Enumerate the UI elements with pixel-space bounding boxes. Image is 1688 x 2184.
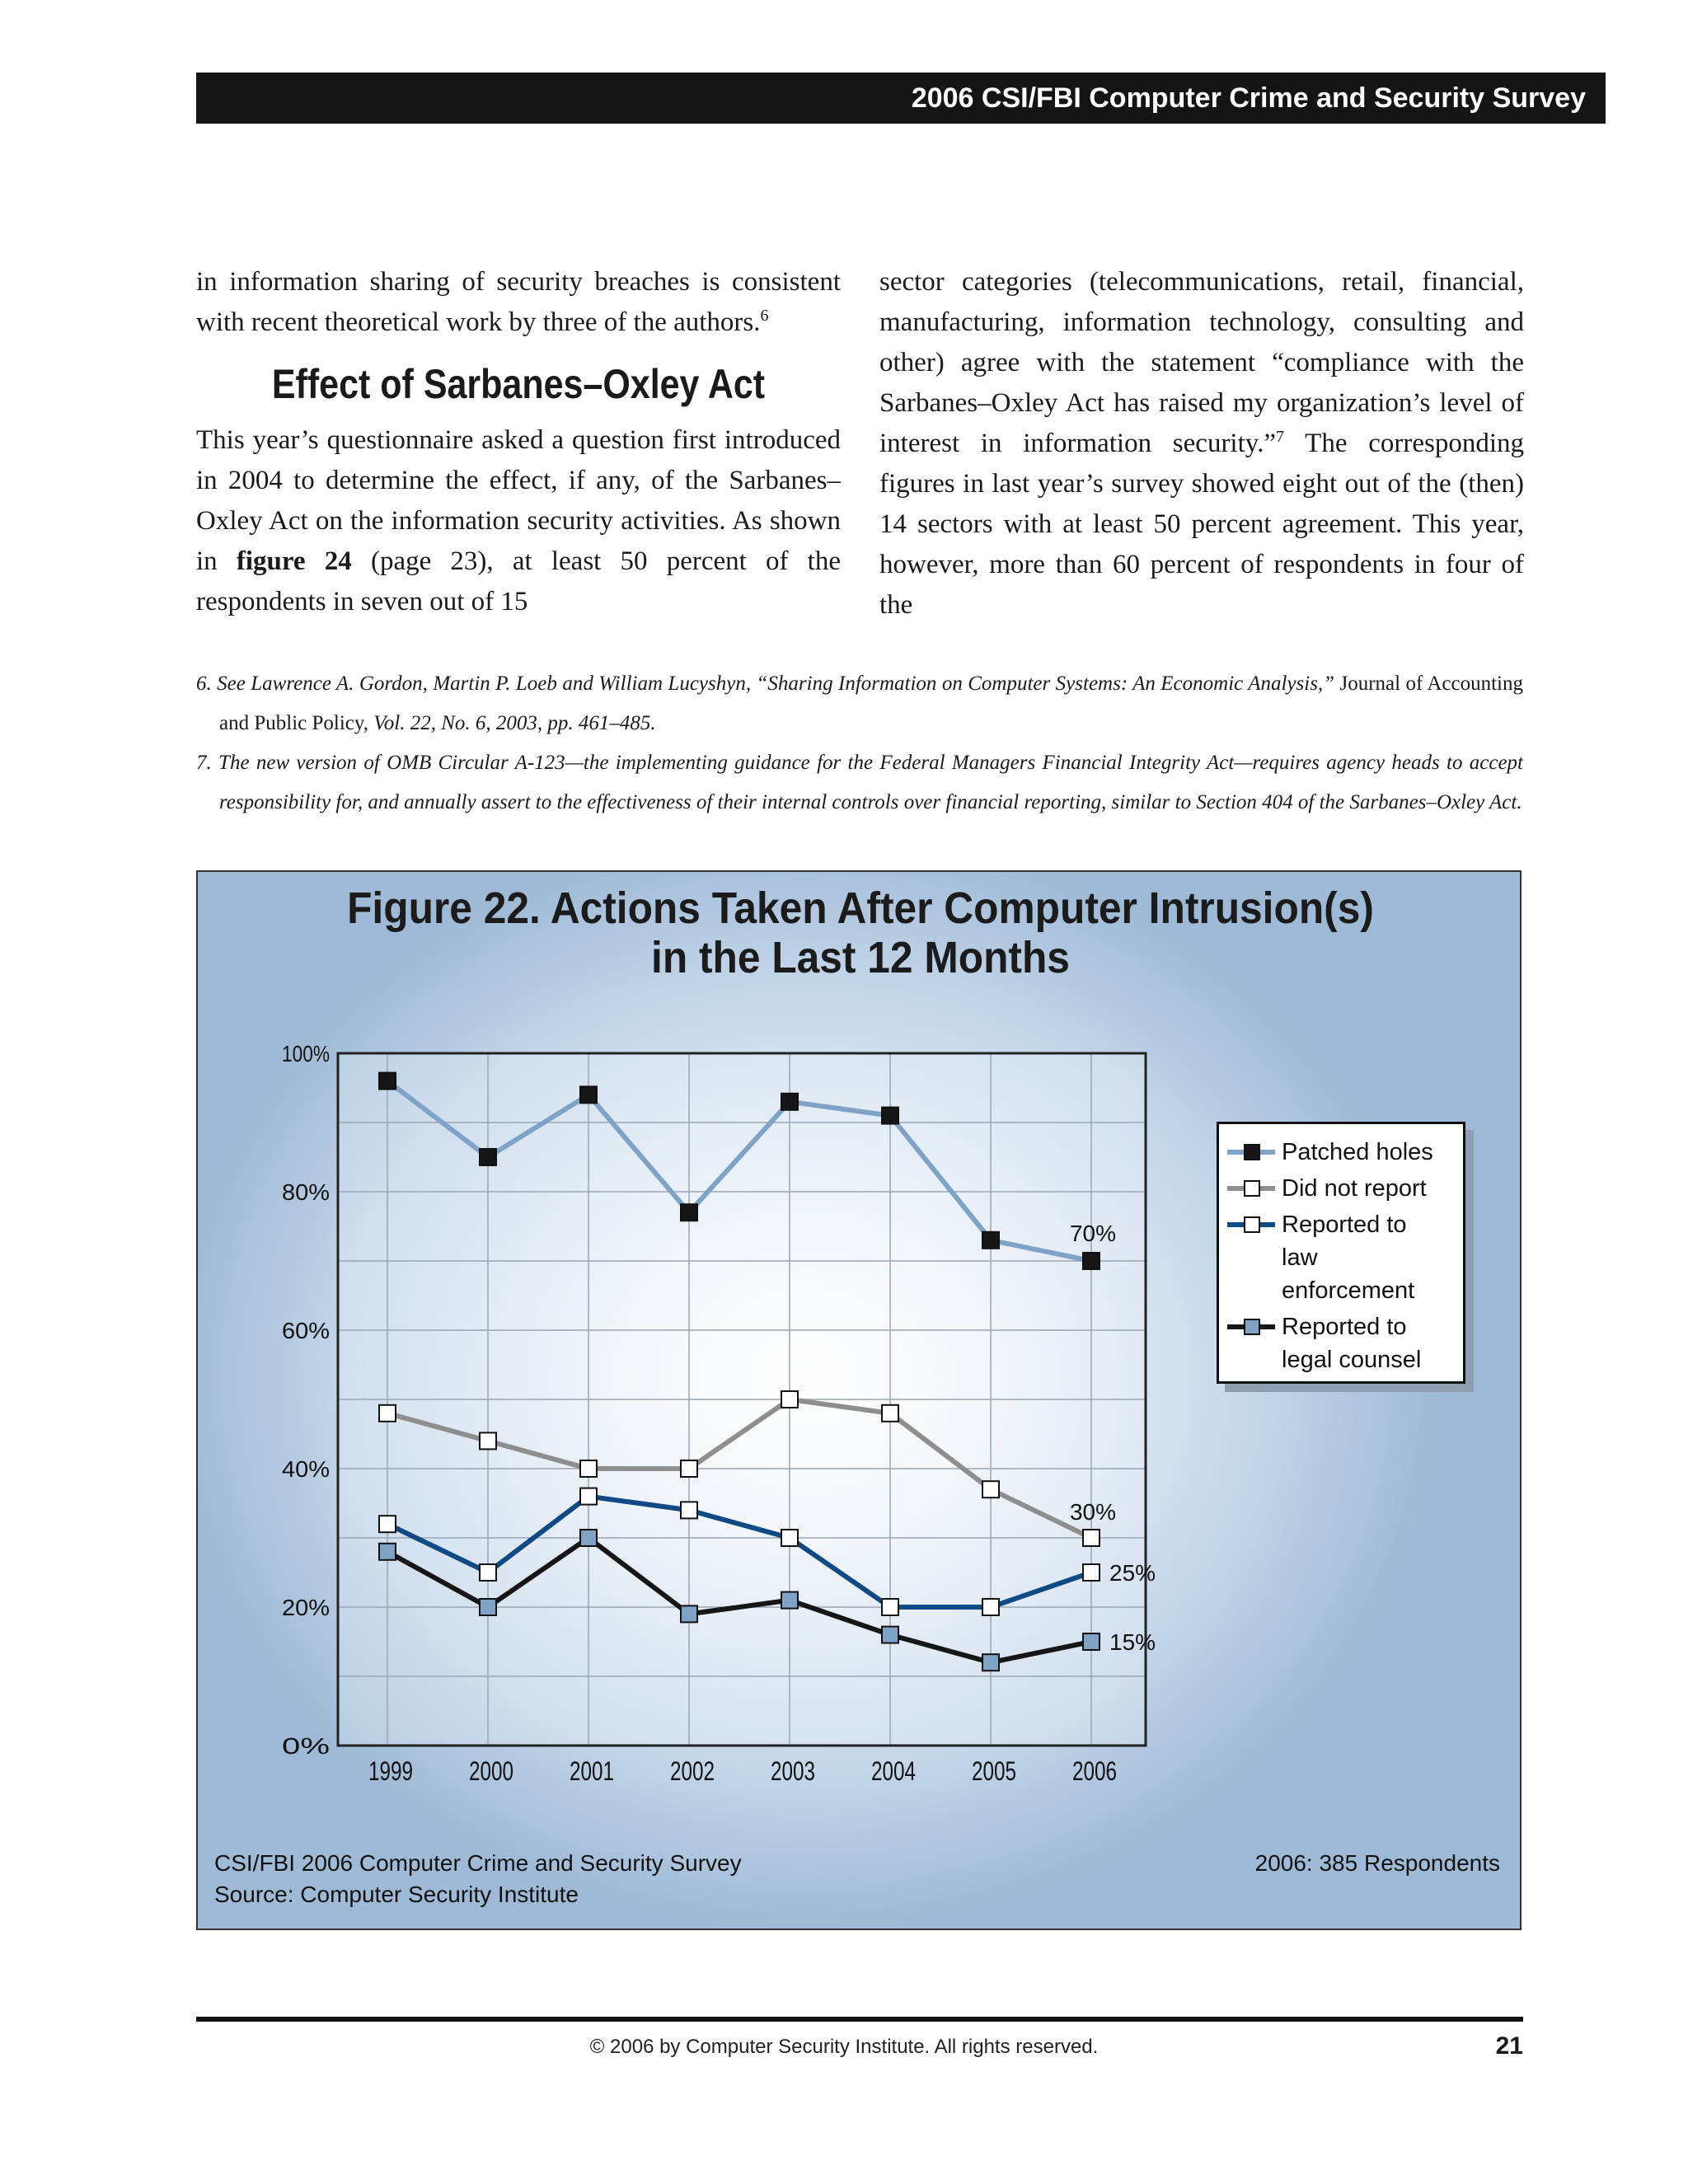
series-1-point [379, 1405, 396, 1422]
legend-marker [1244, 1216, 1260, 1233]
series-0-point [681, 1204, 697, 1221]
figure-title-line-2: in the Last 12 Months [651, 933, 1070, 982]
series-0-point [781, 1094, 798, 1110]
right-column [879, 262, 1524, 626]
legend-swatch [1227, 1310, 1282, 1343]
series-0-point [480, 1149, 496, 1165]
legend-label-line: legal counsel [1282, 1347, 1422, 1373]
series-0-point [379, 1073, 396, 1090]
line-chart [198, 872, 1520, 1929]
series-3-point [1083, 1633, 1100, 1650]
series-2-point [480, 1564, 496, 1581]
figure-source-line-1: CSI/FBI 2006 Computer Crime and Security Survey [214, 1850, 742, 1876]
x-tick-label: 2005 [972, 1756, 1016, 1786]
footnote-6-citation: Vol. 22, No. 6, 2003, pp. 461–485. [373, 712, 656, 734]
legend-swatch [1227, 1136, 1282, 1169]
series-1-point [1083, 1530, 1100, 1546]
running-header [196, 73, 1606, 124]
footnote-6-text-a: 6. See Lawrence A. Gordon, Martin P. Loeb and William Lucyshyn, “Sharing Information on Computer Systems: An Economic Analysis,” [196, 673, 1340, 695]
footnotes [196, 664, 1523, 823]
legend-item [1227, 1136, 1455, 1169]
left-paragraph-1 [196, 262, 841, 343]
footnote-ref-7: 7 [1276, 428, 1285, 446]
legend-label [1282, 1310, 1421, 1376]
series-1-point [781, 1391, 798, 1408]
end-value-label: 15% [1109, 1629, 1156, 1655]
footnote-6-journal: Journal of Accounting and Public Policy, [219, 673, 1524, 734]
legend-marker [1244, 1180, 1260, 1197]
end-value-label: 30% [1069, 1499, 1117, 1525]
footnote-6 [196, 664, 1523, 743]
x-tick-label: 2001 [570, 1756, 614, 1786]
figure-source [214, 1848, 742, 1910]
legend-label-line: Reported to [1282, 1314, 1407, 1340]
y-tick-label: 80% [282, 1179, 330, 1205]
y-tick-label: 40% [282, 1456, 330, 1482]
legend-label-line: Did not report [1282, 1175, 1427, 1202]
y-tick-label: 100% [282, 1041, 330, 1066]
series-0-point [982, 1232, 999, 1249]
series-3-point [982, 1654, 999, 1671]
legend-marker [1244, 1144, 1260, 1160]
y-tick-label: 20% [282, 1595, 330, 1620]
series-2-point [781, 1530, 798, 1546]
legend-swatch [1227, 1172, 1282, 1205]
series-1-point [882, 1405, 898, 1422]
legend-marker [1244, 1319, 1260, 1335]
legend-label [1282, 1208, 1455, 1307]
end-value-label: 70% [1069, 1221, 1117, 1246]
right-paragraph-text-b: The corresponding figures in last year’s survey showed eight out of the (then) 14 sectors with at least 50 percent agreement. This year, however, more than 60 percent of respondents in four of the [879, 429, 1524, 620]
section-heading: Effect of Sarbanes–Oxley Act [271, 361, 766, 407]
right-paragraph [879, 262, 1524, 626]
x-tick-label: 2000 [469, 1756, 513, 1786]
legend-label-line: Patched holes [1282, 1139, 1433, 1165]
x-tick-label: 2002 [670, 1756, 715, 1786]
legend-item [1227, 1172, 1455, 1205]
page-number: 21 [1495, 2032, 1523, 2060]
right-paragraph-text-a: sector categories (telecommunications, retail, financial, manufacturing, information technology, consulting and other) agree with the statement “compliance with the Sarbanes–Oxley Act has raised my organization’s level of interest in information security.” [879, 267, 1524, 458]
figure-title-line-1: Figure 22. Actions Taken After Computer Intrusion(s) [347, 883, 1374, 933]
legend-item [1227, 1310, 1455, 1376]
legend-label [1282, 1136, 1433, 1169]
series-0-point [882, 1108, 898, 1124]
series-1-point [982, 1481, 999, 1497]
legend-swatch [1227, 1208, 1282, 1241]
chart-legend [1217, 1122, 1465, 1384]
y-tick-label: 0% [282, 1733, 330, 1759]
figure-source-line-2: Source: Computer Security Institute [214, 1882, 579, 1907]
copyright-notice: © 2006 by Computer Security Institute. All rights reserved. [589, 2036, 1099, 2058]
series-3-point [379, 1544, 396, 1560]
series-3-point [781, 1592, 798, 1609]
series-0-point [580, 1086, 597, 1103]
x-tick-label: 2003 [771, 1756, 815, 1786]
left-paragraph-1-text: in information sharing of security breaches is consistent with recent theoretical work by three of the authors. [196, 267, 841, 337]
left-paragraph-2-text-b: (page 23), at least 50 percent of the respondents in seven out of 15 [196, 546, 841, 616]
figure-reference: figure 24 [236, 546, 352, 576]
x-tick-label: 2006 [1072, 1756, 1117, 1786]
legend-item [1227, 1208, 1455, 1307]
series-2-point [580, 1488, 597, 1505]
legend-label [1282, 1172, 1427, 1205]
x-tick-label: 1999 [368, 1756, 413, 1786]
left-paragraph-2-text-a: This year’s questionnaire asked a question first introduced in 2004 to determine the effect, if any, of the Sarbanes–Oxley Act on the information security activities. As shown in [196, 425, 841, 576]
series-0-point [1083, 1253, 1100, 1269]
left-column [196, 262, 841, 622]
series-2-point [882, 1599, 898, 1615]
end-value-label: 25% [1109, 1560, 1156, 1586]
respondent-count: 2006: 385 Respondents [1254, 1850, 1500, 1876]
left-paragraph-2 [196, 420, 841, 622]
series-1-point [580, 1460, 597, 1477]
series-1-point [681, 1460, 697, 1477]
series-3-point [882, 1627, 898, 1643]
footnote-ref-6: 6 [760, 307, 769, 325]
series-3-point [480, 1599, 496, 1615]
legend-label-line: law enforcement [1282, 1244, 1415, 1304]
x-tick-label: 2004 [871, 1756, 916, 1786]
series-2-point [1083, 1564, 1100, 1581]
series-2-point [379, 1516, 396, 1532]
running-header-title: 2006 CSI/FBI Computer Crime and Security Survey [911, 82, 1586, 114]
y-tick-label: 60% [282, 1318, 330, 1343]
legend-label-line: Reported to [1282, 1212, 1407, 1238]
series-2-point [982, 1599, 999, 1615]
footnote-7: 7. The new version of OMB Circular A-123—the implementing guidance for the Federal Managers Financial Integrity Act—requires agency heads to accept responsibility for, and annually assert to the effectiveness of their internal controls over financial reporting, similar to Section 404 of the Sarbanes–Oxley Act. [196, 752, 1523, 813]
series-1-point [480, 1432, 496, 1449]
series-3-point [681, 1605, 697, 1622]
series-3-point [580, 1530, 597, 1546]
series-2-point [681, 1502, 697, 1518]
figure-22 [196, 870, 1522, 1930]
footer-rule [196, 2017, 1523, 2022]
